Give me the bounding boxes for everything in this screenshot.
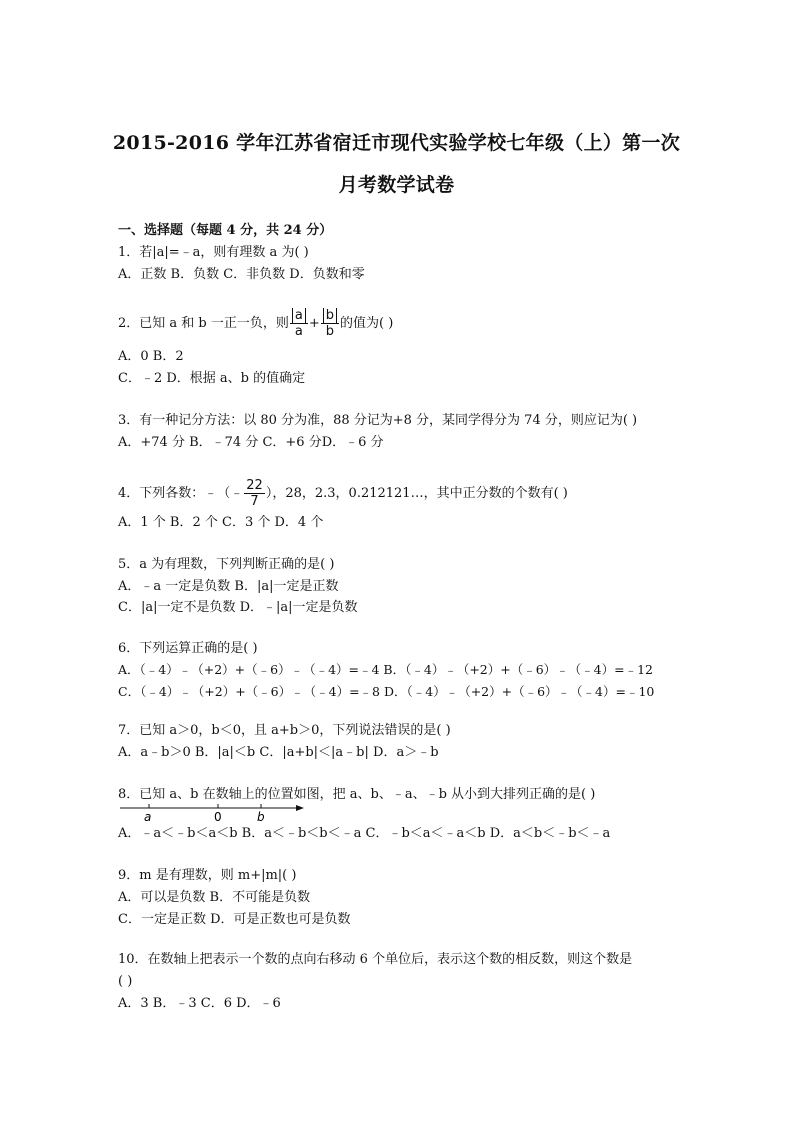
fraction-2-denominator: b: [325, 324, 335, 339]
fraction-denominator: 7: [250, 494, 259, 509]
question-4-suffix: ），28，2.3，0.212121…，其中正分数的个数有( ): [265, 486, 568, 501]
question-10-options: A．3 B．﹣3 C．6 D．﹣6: [118, 996, 281, 1011]
title-line-1: 2015-2016 学年江苏省宿迁市现代实验学校七年级（上）第一次: [112, 132, 681, 154]
number-line-arrow: [296, 805, 304, 811]
question-3-stem: 3．有一种记分方法：以 80 分为准，88 分记为+8 分，某同学得分为 74 分，则应记为( ): [118, 413, 638, 428]
section-heading: 一、选择题（每题 4 分，共 24 分）: [118, 223, 333, 238]
question-6-options-ab: A．（﹣4）﹣（+2）+（﹣6）﹣（﹣4）=﹣4 B．（﹣4）﹣（+2）+（﹣6）﹣（﹣4）=﹣12: [118, 662, 654, 677]
label-b: b: [257, 810, 265, 824]
label-zero: 0: [214, 810, 222, 824]
fraction-1-denominator: a: [294, 324, 303, 339]
fraction-2-numerator: b: [323, 308, 337, 323]
question-10-stem: 10．在数轴上把表示一个数的点向右移动 6 个单位后，表示这个数的相反数，则这个数是: [118, 952, 633, 967]
question-2-prefix: 2．已知 a 和 b 一正一负，则: [118, 316, 289, 331]
question-8-stem: 8．已知 a、b 在数轴上的位置如图，把 a、b、﹣a、﹣b 从小到大排列正确的是( ): [118, 787, 596, 802]
title-line-2: 月考数学试卷: [338, 174, 455, 196]
question-9-options-cd: C．一定是正数 D．可是正数也可是负数: [118, 912, 351, 927]
plus-sign: +: [308, 316, 320, 331]
question-6-stem: 6．下列运算正确的是( ): [118, 641, 258, 656]
question-2-options-cd: C．﹣2 D．根据 a、b 的值确定: [118, 371, 306, 386]
question-1-stem: 1．若|a|=﹣a，则有理数 a 为( ): [118, 245, 309, 260]
question-8-options: A．﹣a＜﹣b＜a＜b B．a＜﹣b＜b＜﹣a C．﹣b＜a＜﹣a＜b D．a＜b＜﹣b＜﹣a: [118, 826, 611, 841]
question-2-suffix: 的值为( ): [340, 316, 394, 331]
question-1-options: A．正数 B．负数 C．非负数 D．负数和零: [118, 267, 365, 282]
fraction-abs-a-over-a: [290, 308, 308, 339]
fraction-numerator: 22: [246, 478, 263, 493]
question-7-stem: 7．已知 a＞0，b＜0，且 a+b＞0，下列说法错误的是( ): [118, 723, 451, 738]
question-9-options-ab: A．可以是负数 B．不可能是负数: [118, 890, 311, 905]
question-9-stem: 9．m 是有理数，则 m+|m|( ): [118, 868, 297, 883]
question-4-prefix: 4．下列各数：﹣（﹣: [118, 486, 244, 501]
question-2-options-ab: A．0 B．2: [118, 349, 184, 364]
label-a: a: [144, 810, 152, 824]
question-5-stem: 5．a 为有理数，下列判断正确的是( ): [118, 557, 335, 572]
question-5-options-ab: A．﹣a 一定是负数 B．|a|一定是正数: [118, 579, 339, 594]
question-10-stem-continued: ( ): [118, 974, 133, 989]
fraction-1-numerator: a: [292, 308, 306, 323]
question-7-options: A．a﹣b＞0 B．|a|＜b C．|a+b|＜|a﹣b| D．a＞﹣b: [118, 745, 439, 760]
question-4-stem: [118, 478, 568, 509]
number-line-diagram: [118, 800, 318, 824]
question-5-options-cd: C．|a|一定不是负数 D．﹣|a|一定是负数: [118, 600, 358, 615]
fraction-abs-b-over-b: [321, 308, 339, 339]
question-6-options-cd: C．（﹣4）﹣（+2）+（﹣6）﹣（﹣4）=﹣8 D．（﹣4）﹣（+2）+（﹣6）﹣（﹣4）=﹣10: [118, 684, 655, 699]
question-4-options: A．1 个 B．2 个 C．3 个 D．4 个: [118, 515, 324, 530]
question-3-options: A．+74 分 B．﹣74 分 C．+6 分D．﹣6 分: [118, 435, 384, 450]
fraction-22-over-7: [244, 478, 265, 509]
question-2-stem: [118, 308, 393, 339]
